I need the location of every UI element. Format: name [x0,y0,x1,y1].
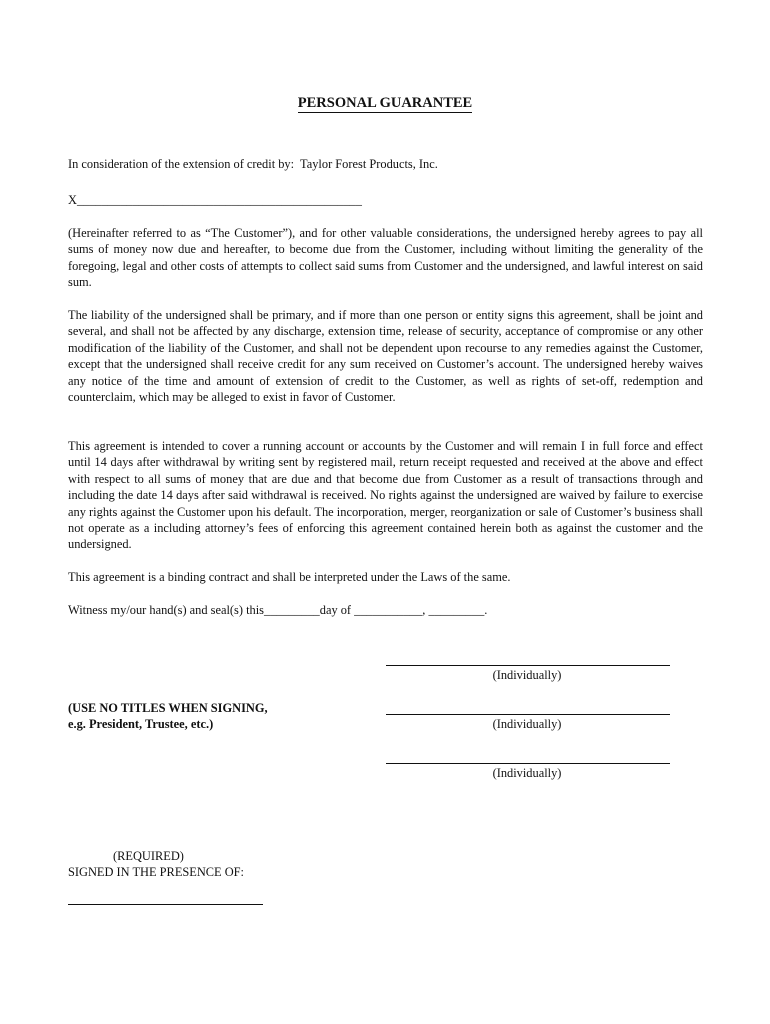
signed-in-presence-label: SIGNED IN THE PRESENCE OF: [68,865,245,879]
signature-block-3 [386,754,670,781]
consideration-line: In consideration of the extension of credit by: Taylor Forest Products, Inc. [68,157,438,171]
signature-label: (Individually) [492,717,562,731]
binding-contract-line: This agreement is a binding contract and shall be interpreted under the Laws of the same. [68,570,511,584]
signature-label: (Individually) [492,668,562,682]
signature-line[interactable] [386,754,670,764]
paragraph-customer-agreement: (Hereinafter referred to as “The Customer”), and for other valuable considerations, the undersigned hereby agrees to pay all sums of money now due and hereafter, to become due from the Customer, including without limiting the generality of the foregoing, legal and other costs of attempts to collect said sums from Customer and the undersigned, and lawful interest on said sum. [68,226,703,290]
document-title [0,94,770,112]
witness-signature-line[interactable] [68,904,263,905]
signature-line[interactable] [386,656,670,666]
signature-block-2 [386,705,670,732]
no-titles-note-line-2: e.g. President, Trustee, etc.) [68,717,214,731]
paragraph-liability: The liability of the undersigned shall be primary, and if more than one person or entity signs this agreement, shall be joint and several, and shall not be affected by any discharge, extension time, release of security, acceptance of compromise or any other modification of the liability of the Customer, and shall not be dependent upon recourse to any remedies against the Customer, except that the undersigned shall receive credit for any sum received on Customer’s account. The undersigned hereby waives any notice of the time and amount of extension of credit to the Customer, as well as rights of set-off, redemption and counterclaim, which may be alleged to exist in favor of Customer. [68,308,703,405]
no-titles-note-line-1: (USE NO TITLES WHEN SIGNING, [68,701,268,715]
document-title-text: PERSONAL GUARANTEE [297,95,473,111]
signature-label: (Individually) [492,766,562,780]
witness-date-line: Witness my/our hand(s) and seal(s) this_________day of ___________, _________. [68,603,488,617]
paragraph-running-account: This agreement is intended to cover a running account or accounts by the Customer and will remain I in full force and effect until 14 days after withdrawal by writing sent by registered mail, return receipt requested and received at the above and effect with respect to all sums of money that are due and that become due from Customer as a result of transactions through and including the date 14 days after said withdrawal is received. No rights against the undersigned are waived by failure to exercise any rights against the Customer upon his default. The incorporation, merger, reorganization or sale of Customer’s business shall not operate as a including attorney’s fees of enforcing this agreement contained herein both as against the customer and the undersigned. [68,439,703,552]
customer-name-blank: X______________________________________________ [68,193,362,207]
signature-block-1 [386,656,670,683]
signature-line[interactable] [386,705,670,715]
required-label: (REQUIRED) [113,849,184,863]
